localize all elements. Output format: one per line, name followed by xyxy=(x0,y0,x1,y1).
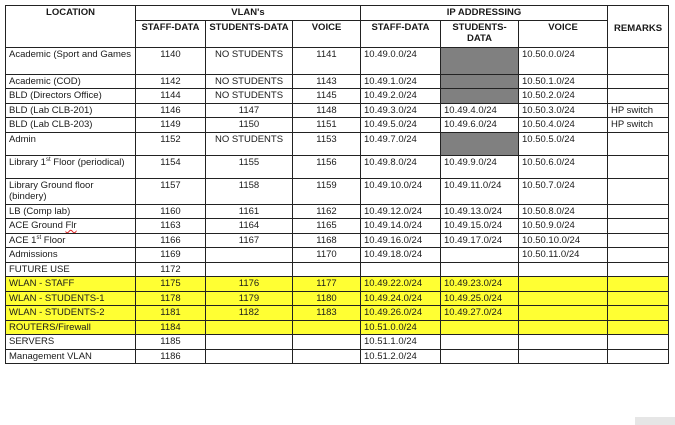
remarks-cell xyxy=(608,178,669,204)
ip-voice-cell: 10.50.0.0/24 xyxy=(519,47,608,74)
vlan-staff-cell: 1166 xyxy=(136,233,206,248)
ip-staff-cell: 10.51.1.0/24 xyxy=(361,335,441,350)
vlan-staff-cell: 1186 xyxy=(136,349,206,364)
vlan-staff-cell: 1172 xyxy=(136,262,206,277)
ip-voice-cell xyxy=(519,291,608,306)
remarks-cell xyxy=(608,47,669,74)
vlan-voice-cell xyxy=(293,262,361,277)
table-row xyxy=(6,349,669,364)
vlan-voice-cell: 1183 xyxy=(293,306,361,321)
remarks-cell xyxy=(608,262,669,277)
vlan-staff-cell: 1152 xyxy=(136,132,206,155)
vlan-voice-cell: 1156 xyxy=(293,155,361,178)
vlan-staff-cell: 1175 xyxy=(136,277,206,292)
vlan-students-cell xyxy=(206,248,293,263)
ip-staff-cell: 10.49.3.0/24 xyxy=(361,103,441,118)
ip-voice-cell: 10.50.5.0/24 xyxy=(519,132,608,155)
table-row xyxy=(6,155,669,178)
ip-voice-cell xyxy=(519,349,608,364)
remarks-cell: HP switch xyxy=(608,103,669,118)
vlan-voice-cell: 1141 xyxy=(293,47,361,74)
ip-students-cell xyxy=(441,132,519,155)
vlan-students-cell: 1179 xyxy=(206,291,293,306)
ip-staff-cell: 10.49.0.0/24 xyxy=(361,47,441,74)
remarks-cell xyxy=(608,233,669,248)
ip-voice-cell xyxy=(519,320,608,335)
header-remarks: REMARKS xyxy=(608,6,669,48)
vlan-voice-cell: 1180 xyxy=(293,291,361,306)
vlan-voice-cell xyxy=(293,335,361,350)
ip-voice-cell: 10.50.10.0/24 xyxy=(519,233,608,248)
vlan-staff-cell: 1154 xyxy=(136,155,206,178)
vlan-students-cell xyxy=(206,262,293,277)
ip-students-cell: 10.49.17.0/24 xyxy=(441,233,519,248)
ip-voice-cell: 10.50.2.0/24 xyxy=(519,89,608,104)
location-cell: Academic (COD) xyxy=(6,74,136,89)
ip-voice-cell: 10.50.7.0/24 xyxy=(519,178,608,204)
vlan-staff-cell: 1178 xyxy=(136,291,206,306)
header-ip-addressing: IP ADDRESSING xyxy=(361,6,608,21)
table-row xyxy=(6,132,669,155)
location-cell: BLD (Directors Office) xyxy=(6,89,136,104)
location-cell: WLAN - STAFF xyxy=(6,277,136,292)
location-cell: Library 1st Floor (periodical) xyxy=(6,155,136,178)
ip-voice-cell: 10.50.11.0/24 xyxy=(519,248,608,263)
vlan-voice-cell: 1148 xyxy=(293,103,361,118)
vlan-students-cell: 1164 xyxy=(206,219,293,234)
vlan-staff-cell: 1185 xyxy=(136,335,206,350)
location-cell: ACE Ground Flr xyxy=(6,219,136,234)
ip-voice-cell: 10.50.9.0/24 xyxy=(519,219,608,234)
ip-students-cell: 10.49.15.0/24 xyxy=(441,219,519,234)
location-cell: LB (Comp lab) xyxy=(6,204,136,219)
vlan-students-cell: NO STUDENTS xyxy=(206,132,293,155)
remarks-cell xyxy=(608,349,669,364)
remarks-cell xyxy=(608,219,669,234)
table-row xyxy=(6,291,669,306)
ip-staff-cell: 10.49.16.0/24 xyxy=(361,233,441,248)
vlan-staff-cell: 1149 xyxy=(136,118,206,133)
ip-staff-cell: 10.49.5.0/24 xyxy=(361,118,441,133)
ip-staff-cell: 10.49.12.0/24 xyxy=(361,204,441,219)
remarks-cell xyxy=(608,291,669,306)
location-cell: WLAN - STUDENTS-1 xyxy=(6,291,136,306)
remarks-cell xyxy=(608,155,669,178)
location-cell: Admissions xyxy=(6,248,136,263)
ip-voice-cell xyxy=(519,335,608,350)
vlan-voice-cell: 1165 xyxy=(293,219,361,234)
header-vlan-students-data: STUDENTS-DATA xyxy=(206,20,293,47)
ip-staff-cell: 10.49.1.0/24 xyxy=(361,74,441,89)
location-cell: WLAN - STUDENTS-2 xyxy=(6,306,136,321)
vlan-staff-cell: 1146 xyxy=(136,103,206,118)
ip-students-cell xyxy=(441,349,519,364)
window-bottom-edge xyxy=(0,417,675,425)
header-ip-voice: VOICE xyxy=(519,20,608,47)
ip-voice-cell: 10.50.3.0/24 xyxy=(519,103,608,118)
vlan-students-cell xyxy=(206,335,293,350)
ip-voice-cell xyxy=(519,277,608,292)
ip-students-cell xyxy=(441,89,519,104)
table-row xyxy=(6,89,669,104)
table-row xyxy=(6,262,669,277)
table-row xyxy=(6,74,669,89)
table-row xyxy=(6,320,669,335)
ip-students-cell xyxy=(441,248,519,263)
vlan-voice-cell: 1168 xyxy=(293,233,361,248)
table-row xyxy=(6,248,669,263)
ip-staff-cell: 10.49.2.0/24 xyxy=(361,89,441,104)
vlan-students-cell: 1182 xyxy=(206,306,293,321)
vlan-students-cell: NO STUDENTS xyxy=(206,89,293,104)
vlan-students-cell: NO STUDENTS xyxy=(206,74,293,89)
vlan-staff-cell: 1144 xyxy=(136,89,206,104)
ip-voice-cell: 10.50.8.0/24 xyxy=(519,204,608,219)
vlan-staff-cell: 1181 xyxy=(136,306,206,321)
table-row xyxy=(6,233,669,248)
ip-staff-cell: 10.49.14.0/24 xyxy=(361,219,441,234)
table-row xyxy=(6,103,669,118)
remarks-cell xyxy=(608,277,669,292)
table-row xyxy=(6,306,669,321)
vlan-staff-cell: 1140 xyxy=(136,47,206,74)
ip-students-cell xyxy=(441,74,519,89)
ip-students-cell xyxy=(441,47,519,74)
ip-students-cell: 10.49.25.0/24 xyxy=(441,291,519,306)
header-ip-students-data: STUDENTS-DATA xyxy=(441,20,519,47)
vlan-students-cell xyxy=(206,320,293,335)
location-cell: SERVERS xyxy=(6,335,136,350)
vlan-students-cell: 1158 xyxy=(206,178,293,204)
ip-staff-cell: 10.49.22.0/24 xyxy=(361,277,441,292)
table-row xyxy=(6,178,669,204)
vlan-voice-cell: 1177 xyxy=(293,277,361,292)
ip-students-cell xyxy=(441,320,519,335)
ip-staff-cell: 10.49.26.0/24 xyxy=(361,306,441,321)
vlan-ip-table xyxy=(5,5,669,364)
header-vlan-staff-data: STAFF-DATA xyxy=(136,20,206,47)
ip-students-cell xyxy=(441,262,519,277)
location-cell: Admin xyxy=(6,132,136,155)
table-row xyxy=(6,277,669,292)
vlan-students-cell: 1147 xyxy=(206,103,293,118)
vlan-voice-cell: 1162 xyxy=(293,204,361,219)
vlan-voice-cell: 1153 xyxy=(293,132,361,155)
ip-staff-cell: 10.51.0.0/24 xyxy=(361,320,441,335)
remarks-cell xyxy=(608,89,669,104)
location-cell: FUTURE USE xyxy=(6,262,136,277)
vlan-staff-cell: 1169 xyxy=(136,248,206,263)
table-row xyxy=(6,335,669,350)
remarks-cell xyxy=(608,204,669,219)
ip-students-cell: 10.49.27.0/24 xyxy=(441,306,519,321)
ip-staff-cell xyxy=(361,262,441,277)
header-ip-staff-data: STAFF-DATA xyxy=(361,20,441,47)
ip-students-cell: 10.49.13.0/24 xyxy=(441,204,519,219)
vlan-voice-cell: 1145 xyxy=(293,89,361,104)
vlan-staff-cell: 1160 xyxy=(136,204,206,219)
remarks-cell: HP switch xyxy=(608,118,669,133)
header-location: LOCATION xyxy=(6,6,136,48)
remarks-cell xyxy=(608,74,669,89)
vlan-students-cell: 1150 xyxy=(206,118,293,133)
vlan-staff-cell: 1157 xyxy=(136,178,206,204)
vlan-voice-cell: 1170 xyxy=(293,248,361,263)
location-cell: ACE 1st Floor xyxy=(6,233,136,248)
remarks-cell xyxy=(608,248,669,263)
header-vlan-voice: VOICE xyxy=(293,20,361,47)
ip-students-cell xyxy=(441,335,519,350)
table-row xyxy=(6,219,669,234)
ip-staff-cell: 10.51.2.0/24 xyxy=(361,349,441,364)
ip-voice-cell: 10.50.1.0/24 xyxy=(519,74,608,89)
ip-staff-cell: 10.49.18.0/24 xyxy=(361,248,441,263)
vlan-staff-cell: 1142 xyxy=(136,74,206,89)
ip-students-cell: 10.49.11.0/24 xyxy=(441,178,519,204)
vlan-voice-cell xyxy=(293,349,361,364)
ip-staff-cell: 10.49.24.0/24 xyxy=(361,291,441,306)
remarks-cell xyxy=(608,320,669,335)
ip-voice-cell xyxy=(519,306,608,321)
vlan-voice-cell xyxy=(293,320,361,335)
vlan-students-cell: 1161 xyxy=(206,204,293,219)
table-row xyxy=(6,118,669,133)
vlan-staff-cell: 1184 xyxy=(136,320,206,335)
ip-staff-cell: 10.49.7.0/24 xyxy=(361,132,441,155)
ip-students-cell: 10.49.9.0/24 xyxy=(441,155,519,178)
vlan-staff-cell: 1163 xyxy=(136,219,206,234)
ip-voice-cell: 10.50.4.0/24 xyxy=(519,118,608,133)
location-cell: BLD (Lab CLB-201) xyxy=(6,103,136,118)
vlan-voice-cell: 1159 xyxy=(293,178,361,204)
ip-voice-cell xyxy=(519,262,608,277)
table-row xyxy=(6,204,669,219)
location-cell: BLD (Lab CLB-203) xyxy=(6,118,136,133)
location-cell: Management VLAN xyxy=(6,349,136,364)
remarks-cell xyxy=(608,306,669,321)
horizontal-scrollbar[interactable] xyxy=(635,417,675,425)
remarks-cell xyxy=(608,132,669,155)
ip-students-cell: 10.49.4.0/24 xyxy=(441,103,519,118)
ip-voice-cell: 10.50.6.0/24 xyxy=(519,155,608,178)
vlan-students-cell xyxy=(206,349,293,364)
location-cell: Library Ground floor (bindery) xyxy=(6,178,136,204)
ip-staff-cell: 10.49.10.0/24 xyxy=(361,178,441,204)
header-vlans: VLAN's xyxy=(136,6,361,21)
vlan-students-cell: 1176 xyxy=(206,277,293,292)
location-cell: ROUTERS/Firewall xyxy=(6,320,136,335)
ip-students-cell: 10.49.23.0/24 xyxy=(441,277,519,292)
vlan-voice-cell: 1151 xyxy=(293,118,361,133)
vlan-students-cell: 1155 xyxy=(206,155,293,178)
vlan-students-cell: 1167 xyxy=(206,233,293,248)
table-row xyxy=(6,47,669,74)
ip-students-cell: 10.49.6.0/24 xyxy=(441,118,519,133)
ip-staff-cell: 10.49.8.0/24 xyxy=(361,155,441,178)
vlan-students-cell: NO STUDENTS xyxy=(206,47,293,74)
vlan-voice-cell: 1143 xyxy=(293,74,361,89)
remarks-cell xyxy=(608,335,669,350)
location-cell: Academic (Sport and Games xyxy=(6,47,136,74)
